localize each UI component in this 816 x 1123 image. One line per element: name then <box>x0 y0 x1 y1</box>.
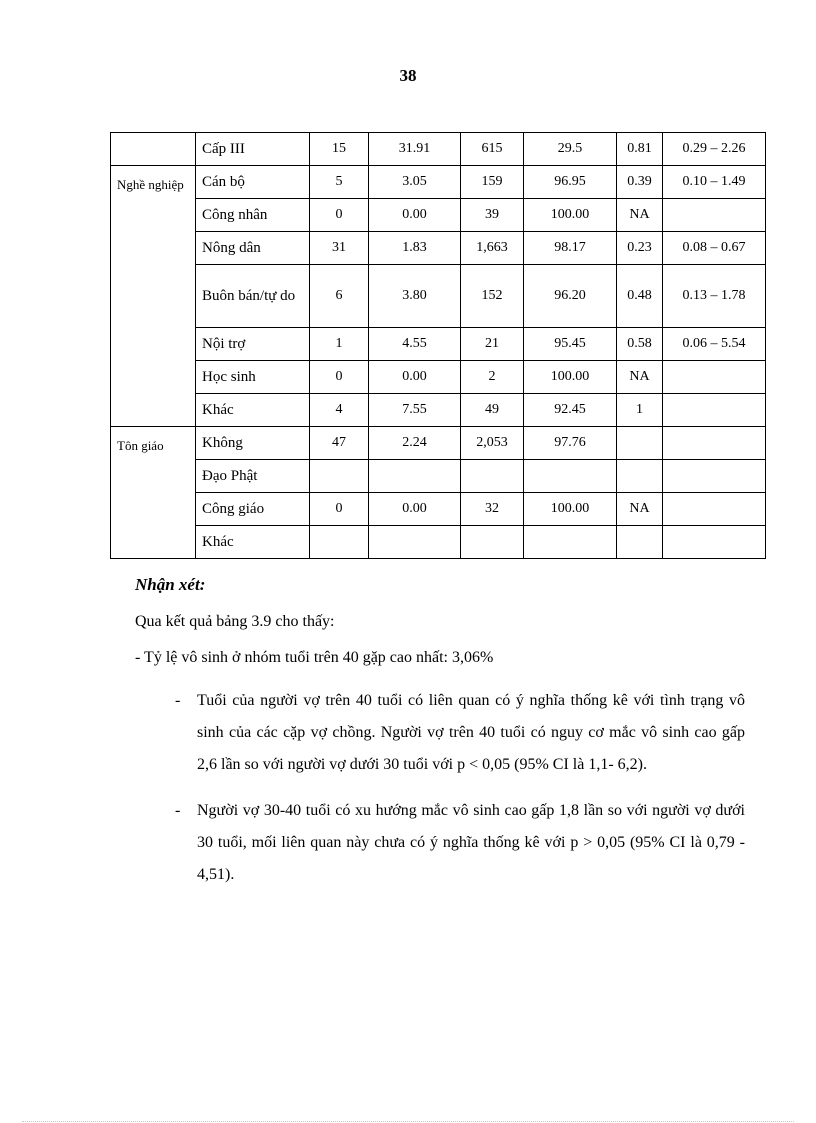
table-row <box>111 232 766 265</box>
bullet-dash: - <box>175 692 181 709</box>
group-cell: Nghề nghiệp <box>111 166 196 427</box>
value-cell: 4 <box>310 394 369 427</box>
value-cell: 152 <box>461 265 524 328</box>
value-cell: 0.06 – 5.54 <box>663 328 766 361</box>
value-cell: 0.23 <box>617 232 663 265</box>
category-cell: Không <box>196 427 310 460</box>
value-cell <box>617 460 663 493</box>
value-cell: 100.00 <box>524 493 617 526</box>
value-cell <box>310 460 369 493</box>
value-cell <box>524 460 617 493</box>
table-row <box>111 328 766 361</box>
category-cell: Công giáo <box>196 493 310 526</box>
value-cell <box>663 361 766 394</box>
value-cell: NA <box>617 493 663 526</box>
bullet-dash: - <box>175 802 181 819</box>
category-cell: Nội trợ <box>196 328 310 361</box>
category-cell: Đạo Phật <box>196 460 310 493</box>
table-row <box>111 427 766 460</box>
value-cell: 159 <box>461 166 524 199</box>
value-cell: 92.45 <box>524 394 617 427</box>
value-cell <box>461 460 524 493</box>
value-cell: 49 <box>461 394 524 427</box>
data-table <box>110 132 766 559</box>
value-cell: 1,663 <box>461 232 524 265</box>
table-row <box>111 526 766 559</box>
value-cell: NA <box>617 199 663 232</box>
value-cell <box>663 460 766 493</box>
value-cell: 96.95 <box>524 166 617 199</box>
value-cell: 5 <box>310 166 369 199</box>
value-cell: 100.00 <box>524 199 617 232</box>
table-row <box>111 460 766 493</box>
value-cell <box>310 526 369 559</box>
value-cell: 0.00 <box>369 361 461 394</box>
value-cell: 0 <box>310 361 369 394</box>
value-cell: 0 <box>310 493 369 526</box>
table-row <box>111 166 766 199</box>
value-cell: 97.76 <box>524 427 617 460</box>
comment-bullet <box>135 685 745 781</box>
value-cell: 2,053 <box>461 427 524 460</box>
value-cell <box>524 526 617 559</box>
bullet-text: Người vợ 30-40 tuổi có xu hướng mắc vô sinh cao gấp 1,8 lần so với người vợ dưới 30 tuổi, mối liên quan này chưa có ý nghĩa thống kê với p > 0,05 (95% CI là 0,79 - 4,51). <box>197 802 745 883</box>
value-cell: 3.80 <box>369 265 461 328</box>
value-cell <box>663 427 766 460</box>
value-cell: 0.10 – 1.49 <box>663 166 766 199</box>
value-cell: 0.81 <box>617 133 663 166</box>
value-cell: 0.29 – 2.26 <box>663 133 766 166</box>
comments-summary: - Tỷ lệ vô sinh ở nhóm tuổi trên 40 gặp cao nhất: 3,06% <box>135 649 494 666</box>
value-cell <box>663 394 766 427</box>
category-cell: Buôn bán/tự do <box>196 265 310 328</box>
table-row <box>111 133 766 166</box>
value-cell <box>617 526 663 559</box>
category-cell: Khác <box>196 526 310 559</box>
value-cell: 98.17 <box>524 232 617 265</box>
category-cell: Cán bộ <box>196 166 310 199</box>
value-cell: 6 <box>310 265 369 328</box>
value-cell <box>663 199 766 232</box>
comments-section <box>135 575 745 899</box>
value-cell <box>461 526 524 559</box>
table-row <box>111 361 766 394</box>
table-row <box>111 394 766 427</box>
value-cell: 95.45 <box>524 328 617 361</box>
value-cell: 3.05 <box>369 166 461 199</box>
category-cell: Công nhân <box>196 199 310 232</box>
value-cell: 0.00 <box>369 493 461 526</box>
value-cell: 31.91 <box>369 133 461 166</box>
value-cell: 31 <box>310 232 369 265</box>
value-cell: 615 <box>461 133 524 166</box>
value-cell: 100.00 <box>524 361 617 394</box>
value-cell: 0.13 – 1.78 <box>663 265 766 328</box>
value-cell <box>617 427 663 460</box>
page-bottom-rule <box>22 1121 794 1122</box>
category-cell: Cấp III <box>196 133 310 166</box>
value-cell: 47 <box>310 427 369 460</box>
value-cell: 1.83 <box>369 232 461 265</box>
category-cell: Học sinh <box>196 361 310 394</box>
value-cell: 96.20 <box>524 265 617 328</box>
category-cell: Khác <box>196 394 310 427</box>
value-cell: 0.48 <box>617 265 663 328</box>
page-number: 38 <box>399 66 417 85</box>
value-cell: 0.58 <box>617 328 663 361</box>
value-cell <box>663 493 766 526</box>
value-cell: 32 <box>461 493 524 526</box>
table-row <box>111 493 766 526</box>
value-cell: 0.08 – 0.67 <box>663 232 766 265</box>
value-cell: 2.24 <box>369 427 461 460</box>
value-cell: 0.39 <box>617 166 663 199</box>
group-cell <box>111 133 196 166</box>
value-cell: 2 <box>461 361 524 394</box>
table-row <box>111 265 766 328</box>
value-cell: 21 <box>461 328 524 361</box>
category-cell: Nông dân <box>196 232 310 265</box>
comments-intro: Qua kết quả bảng 3.9 cho thấy: <box>135 613 335 630</box>
value-cell: 1 <box>310 328 369 361</box>
value-cell: NA <box>617 361 663 394</box>
value-cell: 15 <box>310 133 369 166</box>
group-cell: Tôn giáo <box>111 427 196 559</box>
comments-title: Nhận xét: <box>135 575 206 594</box>
value-cell: 0.00 <box>369 199 461 232</box>
comment-bullet <box>135 795 745 891</box>
value-cell: 7.55 <box>369 394 461 427</box>
value-cell: 29.5 <box>524 133 617 166</box>
value-cell: 0 <box>310 199 369 232</box>
bullet-text: Tuổi của người vợ trên 40 tuổi có liên quan có ý nghĩa thống kê với tình trạng vô sinh của các cặp vợ chồng. Người vợ trên 40 tuổi có nguy cơ mắc vô sinh cao gấp 2,6 lần so với người vợ dưới 30 tuổi với p < 0,05 (95% CI là 1,1- 6,2). <box>197 692 745 773</box>
value-cell <box>369 526 461 559</box>
value-cell: 4.55 <box>369 328 461 361</box>
value-cell <box>663 526 766 559</box>
value-cell: 1 <box>617 394 663 427</box>
value-cell <box>369 460 461 493</box>
value-cell: 39 <box>461 199 524 232</box>
table-row <box>111 199 766 232</box>
